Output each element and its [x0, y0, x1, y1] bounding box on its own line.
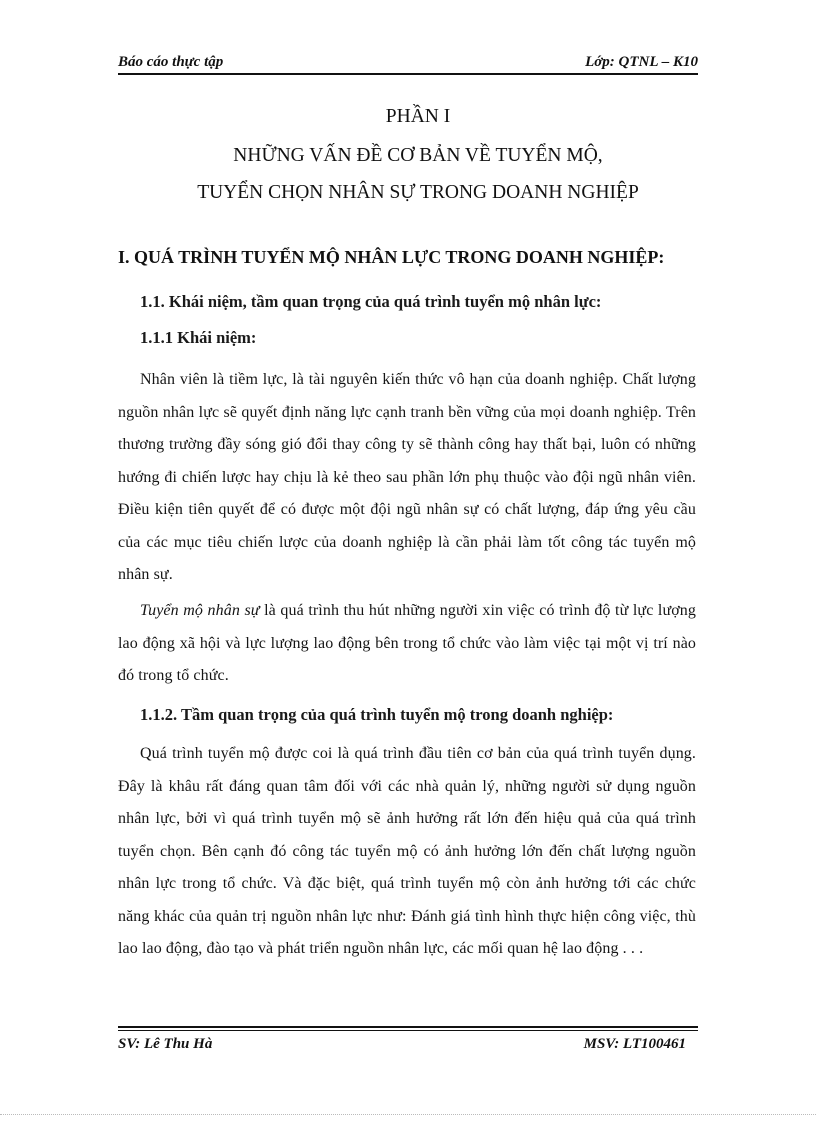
paragraph-importance: Quá trình tuyển mộ được coi là quá trình đầu tiên cơ bản của quá trình tuyển dụng. Đây là khâu rất đáng quan tâm đối với các nhà quản lý, những người sử dụng nguồn nhân lực, bởi vì quá trình tuyển mộ sẽ ảnh hưởng rất lớn đến hiệu quả của quá trình tuyển chọn. Bên cạnh đó công tác tuyển mộ có ảnh hưởng lớn đến chất lượng nguồn nhân lực trong tổ chức. Và đặc biệt, quá trình tuyển mộ còn ảnh hưởng tới các chức năng khác của quản trị nguồn nhân lực như: Đánh giá tình hình thực hiện công việc, thù lao lao động, đào tạo và phát triển nguồn nhân lực, các mối quan hệ lao động . . . — [118, 745, 696, 957]
footer-student-name: SV: Lê Thu Hà — [118, 1036, 213, 1052]
paragraph-concept: Nhân viên là tiềm lực, là tài nguyên kiến thức vô hạn của doanh nghiệp. Chất lượng nguồn nhân lực sẽ quyết định năng lực cạnh tranh bền vững của mọi doanh nghiệp. Trên thương trường đầy sóng gió đổi thay công ty sẽ thành công hay thất bại, luôn có những hướng đi chiến lược hay chịu là kẻ theo sau phần lớn phụ thuộc vào đội ngũ nhân viên. Điều kiện tiên quyết để có được một đội ngũ nhân sự có chất lượng, đáp ứng yêu cầu của các mục tiêu chiến lược của doanh nghiệp là cần phải làm tốt công tác tuyển mộ nhân sự. — [118, 371, 696, 583]
footer-rule-thick — [118, 1026, 698, 1028]
subsection-heading-1-1-1: 1.1.1 Khái niệm: — [140, 328, 257, 347]
header-rule — [118, 73, 698, 75]
chapter-title-line-2: TUYỂN CHỌN NHÂN SỰ TRONG DOANH NGHIỆP — [197, 182, 639, 203]
subsection-heading-1-1: 1.1. Khái niệm, tầm quan trọng của quá trình tuyển mộ nhân lực: — [140, 292, 602, 311]
subsection-heading-1-1-2: 1.1.2. Tầm quan trọng của quá trình tuyển mộ trong doanh nghiệp: — [140, 705, 614, 724]
header-report-title: Báo cáo thực tập — [118, 54, 224, 70]
section-heading-1: I. QUÁ TRÌNH TUYỂN MỘ NHÂN LỰC TRONG DOANH NGHIỆP: — [118, 247, 665, 267]
defined-term: Tuyển mộ nhân sự — [140, 602, 260, 619]
page-edge-divider — [0, 1114, 816, 1115]
footer-rule-thin — [118, 1030, 698, 1031]
part-label: PHẦN I — [385, 106, 451, 127]
page-footer — [118, 1036, 686, 1053]
page-header — [118, 54, 698, 71]
chapter-title-line-1: NHỮNG VẤN ĐỀ CƠ BẢN VỀ TUYỂN MỘ, — [233, 145, 603, 166]
definition-text: là quá trình thu hút những người xin việc có trình độ từ lực lượng lao động xã hội và lực lượng lao động bên trong tổ chức vào làm việc tại một vị trí nào đó trong tổ chức. — [118, 602, 696, 684]
paragraph-definition — [118, 595, 696, 693]
footer-student-id: MSV: LT100461 — [583, 1036, 686, 1052]
header-class-code: Lớp: QTNL – K10 — [585, 54, 698, 70]
